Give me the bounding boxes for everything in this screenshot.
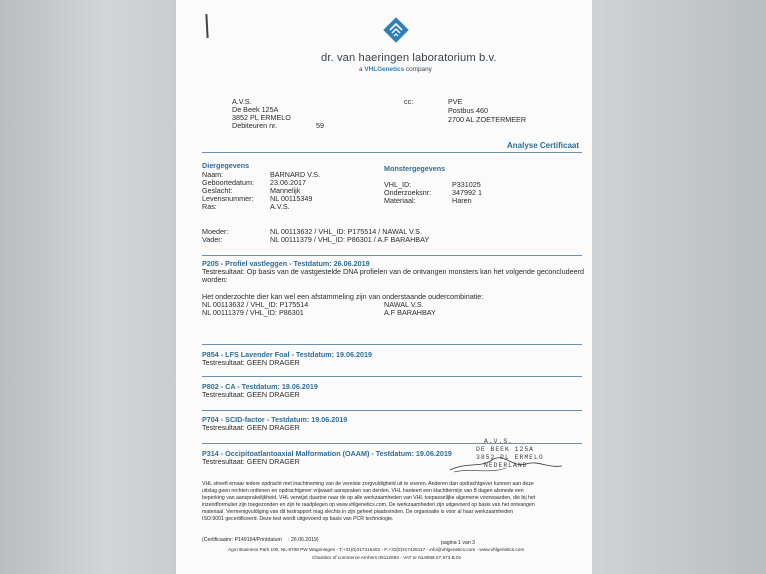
p205-body: Het onderzochte dier kan wel een afstammeling zijn van onderstaande oudercombinatie: bbox=[202, 292, 484, 301]
sample-label-vhlid: VHL_ID: bbox=[384, 180, 412, 189]
animal-heading: Diergegevens bbox=[202, 161, 250, 170]
p205-heading: P205 - Profiel vastleggen - Testdatum: 26.06.2019 bbox=[202, 259, 370, 268]
client-street: De Beek 125A bbox=[232, 105, 279, 114]
signature-icon bbox=[446, 438, 566, 482]
test-heading: P854 - LFS Lavender Foal - Testdatum: 19.06.2019 bbox=[202, 350, 373, 359]
p205-result-line1: Testresultaat: Op basis van de vastgestelde DNA profielen van de ontvangen monsters kan het volgende geconcludeerd bbox=[202, 267, 584, 276]
animal-label-breed: Ras: bbox=[202, 202, 217, 211]
animal-value-sex: Mannelijk bbox=[270, 186, 301, 195]
test-result: Testresultaat: GEEN DRAGER bbox=[202, 423, 300, 432]
debtor-label: Debiteuren nr. bbox=[232, 121, 278, 130]
test-heading: P802 - CA - Testdatum: 19.06.2019 bbox=[202, 382, 318, 391]
cc-city: 2700 AL ZOETERMEER bbox=[448, 115, 527, 124]
p205-result-line2: worden: bbox=[202, 275, 228, 284]
certificate-number: (Certificaatnr: P149164/Printdatum bbox=[202, 537, 282, 543]
mother-value: NL 00113632 / VHL_ID: P175514 / NAWAL V.S. bbox=[270, 227, 422, 236]
disclaimer-line: inzendformulier zijn toegezonden en zijn te raadplegen op www.vhlgenetics.com. De werkzaamheden zijn uitgevoerd op basis van het ontvangen bbox=[202, 502, 535, 508]
divider bbox=[202, 344, 582, 345]
divider bbox=[202, 410, 582, 411]
p205-parent2-name: A.F BARAHBAY bbox=[384, 308, 436, 317]
divider bbox=[202, 255, 582, 256]
animal-value-dob: 23.06.2017 bbox=[270, 178, 306, 187]
disclaimer-line: beperking van aansprakelijkheid. VHL verwijst daartoe naar de op alle werkzaamheden van VHL toepasselijke algemene voorwaarden, die bij het bbox=[202, 495, 536, 501]
p205-parent1-id: NL 00113632 / VHL_ID: P175514 bbox=[202, 300, 309, 309]
divider bbox=[202, 376, 582, 377]
footer-address: Agro Business Park 100, NL-6708 PW Wageningen - T:+31(0)317416402 - F:+31(0)317426117 - info@vhlgenetics.com - www.vhlgenetics.com bbox=[228, 547, 525, 552]
animal-label-dob: Geboortedatum: bbox=[202, 178, 254, 187]
cc-label: cc: bbox=[404, 97, 414, 106]
cc-name: PVE bbox=[448, 97, 463, 106]
test-result: Testresultaat: GEEN DRAGER bbox=[202, 358, 300, 367]
animal-label-lifeno: Levensnummer: bbox=[202, 194, 254, 203]
p205-parent1-name: NAWAL V.S. bbox=[384, 300, 424, 309]
animal-label-name: Naam: bbox=[202, 170, 224, 179]
test-result: Testresultaat: GEEN DRAGER bbox=[202, 457, 300, 466]
disclaimer-line: VHL streeft ernaar iedere opdracht met inachtneming van de vereiste zorgvuldigheid uit te voeren. Anderen dan opdrachtgever kunnen aan deze bbox=[202, 481, 534, 487]
sample-label-material: Materiaal: bbox=[384, 196, 416, 205]
test-heading: P314 - Occipitoatlantoaxial Malformation (OAAM) - Testdatum: 19.06.2019 bbox=[202, 449, 452, 458]
father-label: Vader: bbox=[202, 235, 223, 244]
client-city: 3852 PL ERMELO bbox=[232, 113, 291, 122]
company-subtitle: a VHLGenetics company bbox=[359, 66, 432, 73]
cc-street: Postbus 460 bbox=[448, 106, 488, 115]
test-result: Testresultaat: GEEN DRAGER bbox=[202, 390, 300, 399]
pen-mark bbox=[205, 14, 208, 38]
animal-value-lifeno: NL 00115349 bbox=[270, 194, 313, 203]
client-name: A.V.S. bbox=[232, 97, 252, 106]
vhl-logo-icon bbox=[383, 17, 409, 43]
certificate-title: Analyse Certificaat bbox=[507, 141, 580, 150]
animal-label-sex: Geslacht: bbox=[202, 186, 233, 195]
father-value: NL 00111379 / VHL_ID: P86301 / A.F BARAHBAY bbox=[270, 235, 430, 244]
company-name: dr. van haeringen laboratorium b.v. bbox=[321, 52, 497, 64]
disclaimer-line: ISO:9001 gecertificeerd. Deze test wordt uitgevoerd op basis van PCR technologie. bbox=[202, 516, 394, 522]
mother-label: Moeder: bbox=[202, 227, 229, 236]
background-left bbox=[0, 0, 176, 574]
sample-label-researchno: Onderzoeksnr: bbox=[384, 188, 432, 197]
footer-chamber: Chamber of commerce Arnhem 09112682 - VAT nr NL8088.07.973.B.01 bbox=[312, 555, 462, 560]
debtor-number: 59 bbox=[316, 121, 324, 130]
certificate-page bbox=[176, 0, 592, 574]
sample-value-researchno: 347992 1 bbox=[452, 188, 482, 197]
disclaimer-line: uitslag geen rechten ontlenen en opdrachtgever vrijwaart aanspraken van derden. VHL hanteert een klachttermijn van 8 dagen alsmede een bbox=[202, 488, 524, 494]
page-number: pagina 1 van 3 bbox=[441, 540, 476, 546]
disclaimer-line: materiaal. Vermenigvuldiging van dit testrapport mag slechts in zijn geheel plaatsvinden. De organisatie is voor al haar werkzaamheden bbox=[202, 509, 513, 515]
sample-value-vhlid: P331025 bbox=[452, 180, 481, 189]
divider bbox=[202, 152, 582, 153]
animal-value-name: BARNARD V.S. bbox=[270, 170, 321, 179]
sample-value-material: Haren bbox=[452, 196, 472, 205]
print-date: : 26.06.2019) bbox=[288, 537, 319, 543]
sample-heading: Monstergegevens bbox=[384, 164, 446, 173]
animal-value-breed: A.V.S. bbox=[270, 202, 290, 211]
background-right bbox=[592, 0, 766, 574]
company-stamp: A.V.S. DE BEEK 125A 3852 PL ERMELO NEDERLAND bbox=[446, 438, 566, 482]
test-heading: P704 - SCID-factor - Testdatum: 19.06.2019 bbox=[202, 415, 348, 424]
p205-parent2-id: NL 00111379 / VHL_ID: P86301 bbox=[202, 308, 304, 317]
